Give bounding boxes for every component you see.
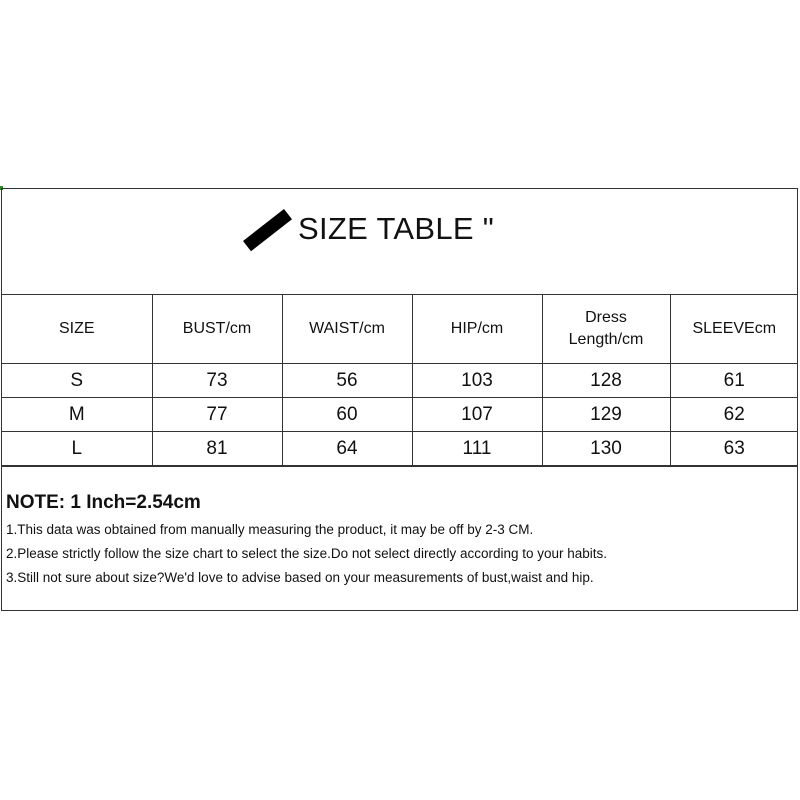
cell-hip: 111 <box>412 432 542 466</box>
header-dress-length <box>542 294 670 364</box>
header-dress-line1: Dress <box>585 308 627 326</box>
slash-bar-icon <box>243 209 292 251</box>
note-line-1: 1.This data was obtained from manually measuring the product, it may be off by 2-3 CM. <box>6 522 534 537</box>
header-size: SIZE <box>2 294 152 364</box>
header-sleeve: SLEEVEcm <box>670 294 798 364</box>
note-line-3: 3.Still not sure about size?We'd love to advise based on your measurements of bust,waist and hip. <box>6 570 594 585</box>
cell-waist: 64 <box>282 432 412 466</box>
title-row <box>2 189 797 295</box>
notes-section <box>2 466 797 590</box>
cell-sleeve: 62 <box>670 398 798 432</box>
cell-bust: 77 <box>152 398 282 432</box>
cell-size: S <box>2 364 152 398</box>
cell-dress: 130 <box>542 432 670 466</box>
note-title: NOTE: 1 Inch=2.54cm <box>6 492 201 513</box>
header-dress-line2: Length/cm <box>568 330 644 348</box>
table-row <box>2 398 798 432</box>
cell-dress: 128 <box>542 364 670 398</box>
cell-sleeve: 63 <box>670 432 798 466</box>
cell-dress: 129 <box>542 398 670 432</box>
table-row <box>2 432 798 466</box>
cell-hip: 103 <box>412 364 542 398</box>
cell-bust: 81 <box>152 432 282 466</box>
header-hip: HIP/cm <box>412 294 542 364</box>
table-header-row <box>2 294 798 364</box>
size-chart-sheet <box>1 188 798 611</box>
note-line-2: 2.Please strictly follow the size chart to select the size.Do not select directly according to your habits. <box>6 546 608 561</box>
page-title: SIZE TABLE " <box>298 211 495 246</box>
cell-hip: 107 <box>412 398 542 432</box>
cell-waist: 60 <box>282 398 412 432</box>
table-row <box>2 364 798 398</box>
cell-bust: 73 <box>152 364 282 398</box>
cell-sleeve: 61 <box>670 364 798 398</box>
size-table <box>2 294 798 466</box>
cell-size: M <box>2 398 152 432</box>
cell-waist: 56 <box>282 364 412 398</box>
header-bust: BUST/cm <box>152 294 282 364</box>
cell-size: L <box>2 432 152 466</box>
header-waist: WAIST/cm <box>282 294 412 364</box>
